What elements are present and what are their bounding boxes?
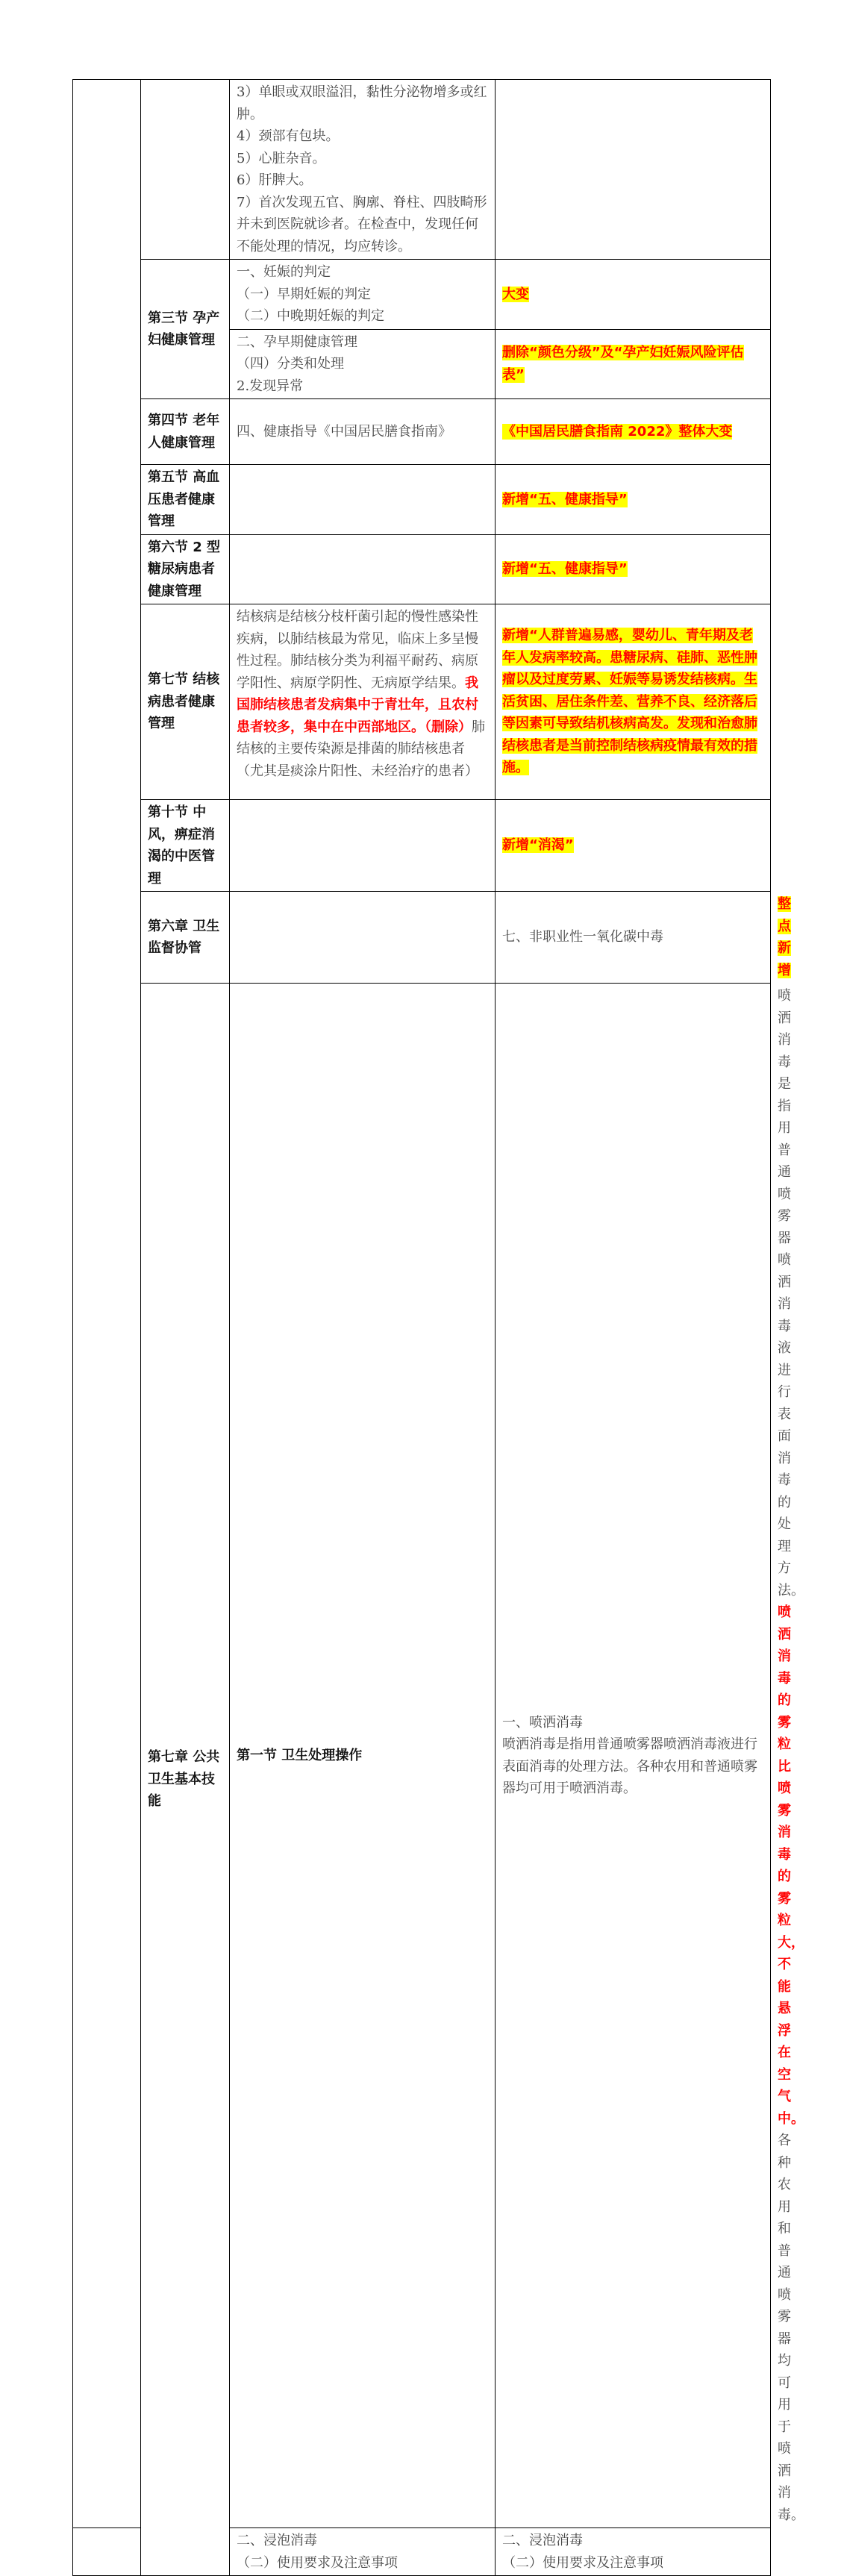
- section-cell-empty: [230, 892, 496, 984]
- text-line: 4）颈部有包块。: [237, 128, 340, 144]
- text-line: 二、浸泡消毒: [237, 2533, 317, 2548]
- text-line: 7）首次发现五官、胸廓、脊柱、四肢畸形并未到医院就诊者。在检查中，发现任何不能处理的情况，均应转诊。: [237, 194, 487, 254]
- section-title: 第三节 孕产妇健康管理: [141, 260, 230, 399]
- chapter-title: 第六章 卫生监督协管: [141, 892, 230, 984]
- text-line: 2.发现异常: [237, 378, 304, 394]
- highlighted-change: 大变: [502, 286, 529, 302]
- section-title: 第五节 高血压患者健康管理: [141, 465, 230, 535]
- table-row: [73, 80, 771, 260]
- text-line: 5）心脏杂音。: [237, 150, 326, 166]
- old-content-cell: [496, 984, 771, 2528]
- table-row: [73, 260, 771, 330]
- paragraph-text: 肺结核的主要传染源是排菌的肺结核患者（尤其是痰涂片阳性、未经治疗的患者）: [237, 719, 485, 779]
- paragraph-text: 各种农用和普通喷雾器均可用于喷洒消毒。: [778, 2133, 804, 2523]
- old-content-cell: [230, 80, 496, 260]
- table-row: [73, 534, 771, 604]
- new-content-cell: [496, 2528, 771, 2576]
- text-line: （二）使用要求及注意事项: [237, 2554, 398, 2571]
- paragraph-text: 喷洒消毒是指用普通喷雾器喷洒消毒液进行表面消毒的处理方法。: [778, 988, 804, 1598]
- paragraph-text: 喷洒消毒是指用普通喷雾器喷洒消毒液进行表面消毒的处理方法。各种农用和普通喷雾器均可用于喷洒消毒。: [502, 1736, 757, 1796]
- text-line: 二、孕早期健康管理: [237, 334, 357, 350]
- highlighted-change: 新增“消渴”: [502, 837, 574, 854]
- new-content-cell: [496, 80, 771, 260]
- deleted-text: 我国肺结核患者发病集中于青壮年，且农村患者较多，集中在中西部地区。（删除）: [237, 675, 478, 735]
- highlighted-change: 整点新增: [778, 896, 791, 978]
- old-content-cell: [230, 604, 496, 800]
- old-content-cell: [230, 329, 496, 399]
- chapter-title: 第七章 公共卫生基本技能: [141, 984, 230, 2576]
- table-row: [73, 465, 771, 535]
- text-line: （二）使用要求及注意事项: [502, 2554, 663, 2571]
- comparison-table: [72, 79, 804, 2576]
- section-title: 第四节 老年人健康管理: [141, 399, 230, 465]
- text-line: 一、喷洒消毒: [502, 1714, 583, 1731]
- old-content-cell: 七、非职业性一氧化碳中毒: [496, 892, 771, 984]
- added-text: 喷洒消毒的雾粒比喷雾消毒的雾粒大，不能悬浮在空气中。: [778, 1604, 804, 2127]
- new-content-cell: [496, 260, 771, 330]
- section-title: 第七节 结核病患者健康管理: [141, 604, 230, 800]
- new-content-cell: [496, 800, 771, 892]
- text-line: 二、浸泡消毒: [502, 2533, 583, 2548]
- new-content-cell: [496, 399, 771, 465]
- section-title: 第六节 2 型糖尿病患者健康管理: [141, 534, 230, 604]
- text-line: 3）单眼或双眼溢泪，黏性分泌物增多或红肿。: [237, 84, 487, 122]
- old-content-cell: [230, 465, 496, 535]
- text-line: 6）肝脾大。: [237, 172, 313, 188]
- highlighted-change: 新增“五、健康指导”: [502, 561, 628, 577]
- text-line: （四）分类和处理: [237, 356, 344, 372]
- section-title: 第一节 卫生处理操作: [230, 984, 496, 2528]
- highlighted-change: 删除“颜色分级”及“孕产妇妊娠风险评估表”: [502, 345, 744, 383]
- old-content-cell: [230, 2528, 496, 2576]
- old-content-cell: [230, 534, 496, 604]
- table-row: [73, 800, 771, 892]
- highlighted-change: 新增“五、健康指导”: [502, 491, 628, 507]
- table-row: [73, 604, 771, 800]
- old-content-cell: 四、健康指导《中国居民膳食指南》: [230, 399, 496, 465]
- chapter-cell-empty: [73, 80, 141, 2528]
- paragraph-text: 结核病是结核分枝杆菌引起的慢性感染性疾病，以肺结核最为常见，临床上多呈慢性过程。肺结核分类为利福平耐药、病原学阳性、病原学阴性、无病原学结果。: [237, 609, 478, 691]
- table-row: [73, 399, 771, 465]
- old-content-cell: [230, 800, 496, 892]
- table-row: [73, 892, 771, 984]
- old-content-cell: [230, 260, 496, 330]
- new-content-cell: [496, 329, 771, 399]
- text-line: （二）中晚期妊娠的判定: [237, 308, 384, 324]
- table-row: [73, 984, 771, 2528]
- text-line: 一、妊娠的判定: [237, 264, 331, 280]
- new-content-cell: [496, 534, 771, 604]
- new-content-cell: [496, 465, 771, 535]
- highlighted-change: 《中国居民膳食指南 2022》整体大变: [502, 423, 733, 440]
- section-cell-empty: [73, 2528, 141, 2576]
- section-title: 第十节 中风，痹症消渴的中医管理: [141, 800, 230, 892]
- section-cell-empty: [141, 80, 230, 260]
- highlighted-change: 新增“人群普遍易感，婴幼儿、青年期及老年人发病率较高。患糖尿病、硅肺、恶性肿瘤以及过度劳累、妊娠等易诱发结核病。生活贫困、居住条件差、营养不良、经济落后等因素可导致结机核病高发。发现和治愈肺结核患者是当前控制结核病疫情最有效的措施。: [502, 628, 757, 776]
- new-content-cell: [496, 604, 771, 800]
- text-line: （一）早期妊娠的判定: [237, 286, 371, 302]
